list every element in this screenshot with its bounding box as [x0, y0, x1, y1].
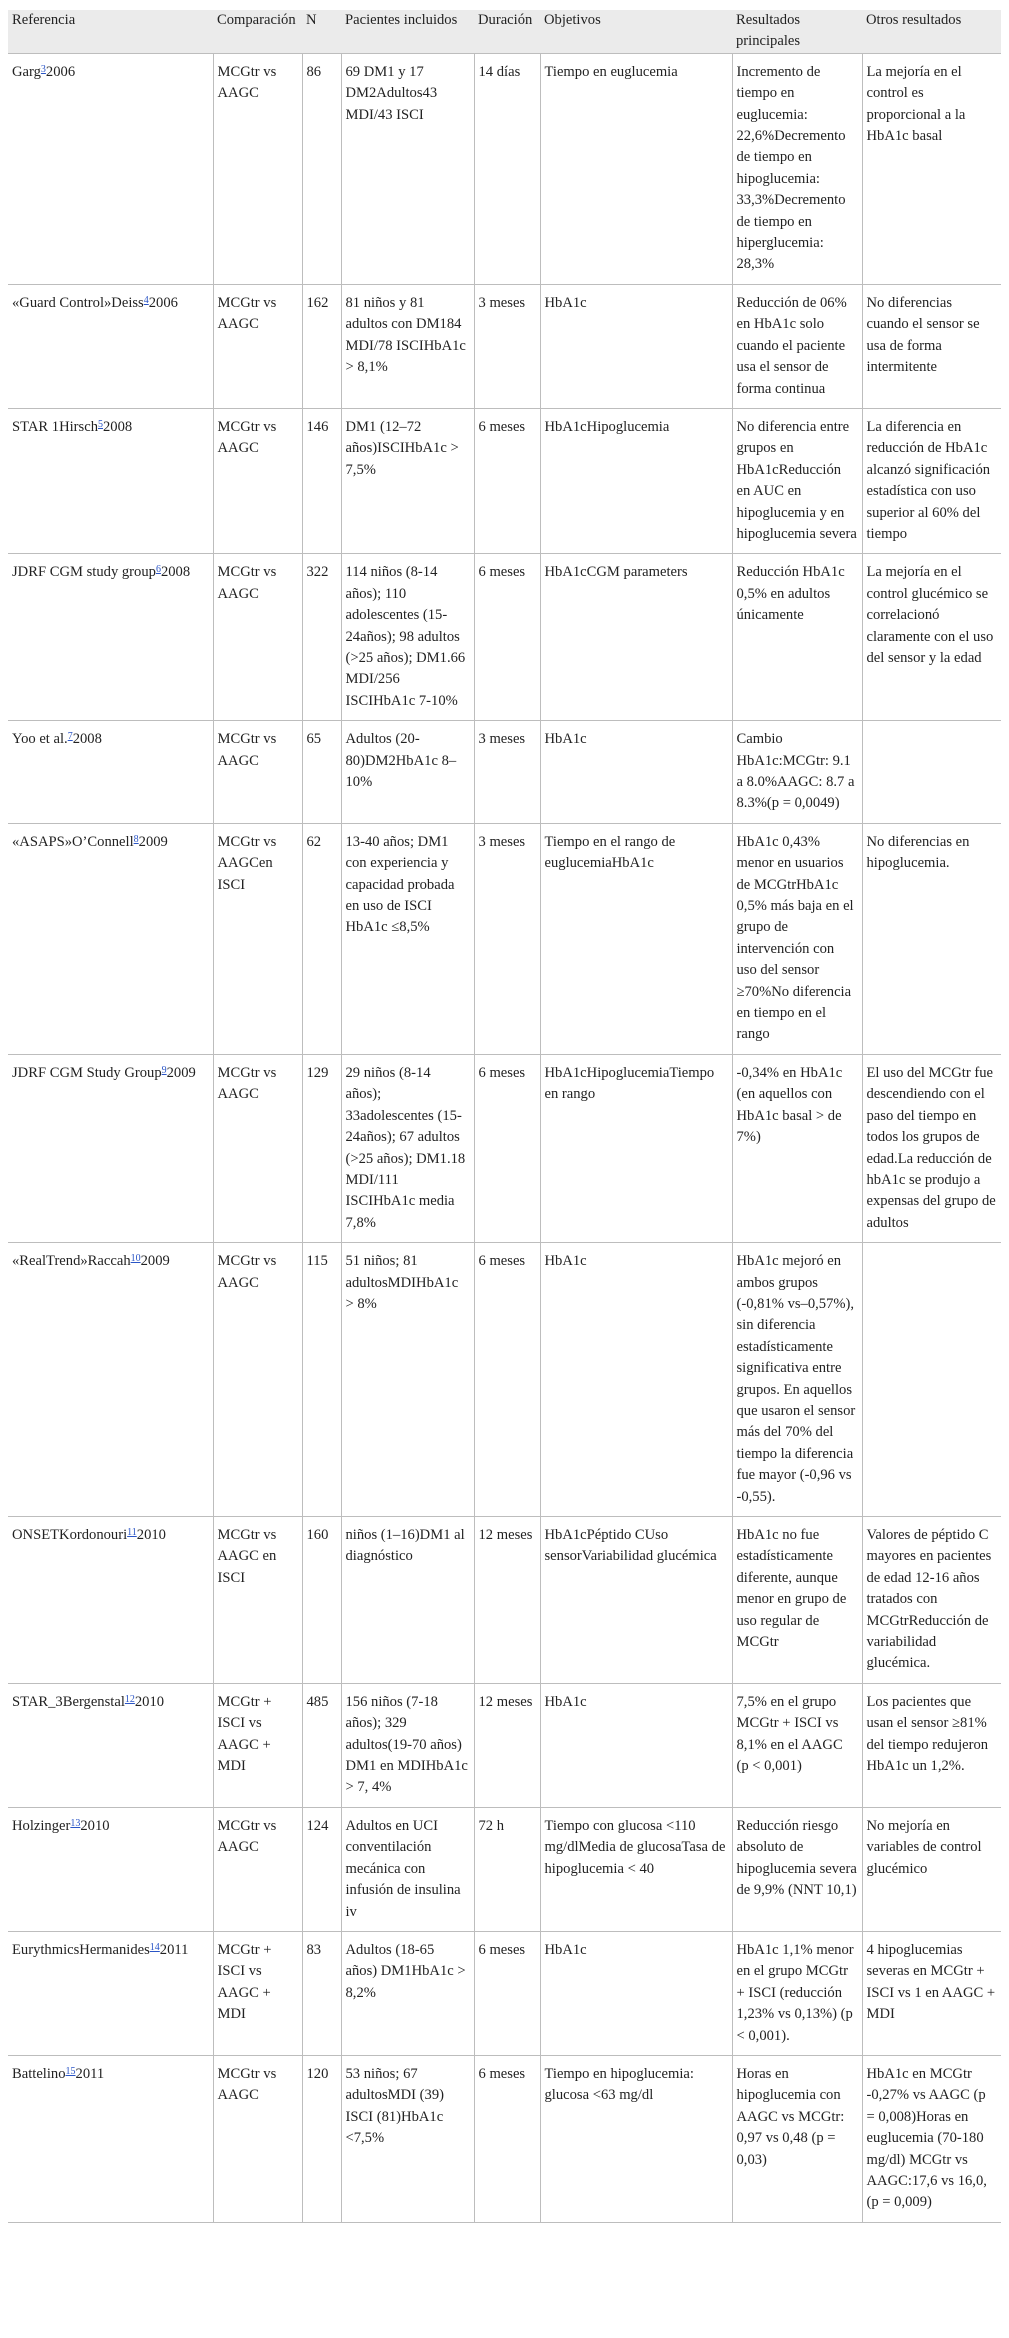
reference-name: «Guard Control»Deiss: [12, 294, 144, 311]
patients-cell: 69 DM1 y 17 DM2Adultos43 MDI/43 ISCI: [341, 53, 474, 284]
citation-link[interactable]: 14: [149, 1941, 160, 1953]
reference-cell: [8, 53, 213, 284]
reference-year: 2010: [134, 1693, 165, 1710]
duration-cell: 12 meses: [474, 1517, 540, 1684]
header-cell: Duración: [474, 10, 540, 53]
table-row: [8, 1931, 1001, 2055]
reference-year: 2011: [159, 1941, 189, 1958]
reference-year: 2008: [103, 418, 133, 435]
objectives-cell: HbA1cHipoglucemiaTiempo en rango: [540, 1054, 732, 1242]
reference-name: STAR_3Bergenstal: [12, 1693, 125, 1710]
main-results-cell: Reducción HbA1c 0,5% en adultos únicamente: [732, 554, 862, 721]
n-cell: 322: [302, 554, 341, 721]
objectives-cell: HbA1cCGM parameters: [540, 554, 732, 721]
comparison-cell: MCGtr vs AAGCen ISCI: [213, 823, 302, 1054]
header-row: [8, 10, 1001, 53]
comparison-cell: MCGtr vs AAGC: [213, 721, 302, 824]
table-row: [8, 823, 1001, 1054]
comparison-cell: MCGtr vs AAGC: [213, 284, 302, 408]
reference-year: 2009: [166, 1064, 196, 1081]
table-row: [8, 1683, 1001, 1807]
duration-cell: 14 días: [474, 53, 540, 284]
comparison-cell: MCGtr vs AAGC en ISCI: [213, 1517, 302, 1684]
reference-year: 2008: [72, 731, 102, 748]
other-results-cell: No mejoría en variables de control glucémico: [862, 1807, 1001, 1931]
duration-cell: 3 meses: [474, 721, 540, 824]
table-row: [8, 1054, 1001, 1242]
citation-link[interactable]: 6: [155, 564, 161, 576]
citation-link[interactable]: 13: [70, 1817, 81, 1829]
patients-cell: 51 niños; 81 adultosMDIHbA1c > 8%: [341, 1243, 474, 1517]
reference-name: Yoo et al.: [12, 731, 68, 748]
reference-cell: [8, 823, 213, 1054]
other-results-cell: Valores de péptido C mayores en pacientes de edad 12-16 años tratados con MCGtrReducción de variabilidad glucémica.: [862, 1517, 1001, 1684]
n-cell: 146: [302, 408, 341, 553]
duration-cell: 72 h: [474, 1807, 540, 1931]
other-results-cell: [862, 721, 1001, 824]
citation-link[interactable]: 8: [133, 833, 139, 845]
duration-cell: 3 meses: [474, 823, 540, 1054]
main-results-cell: Cambio HbA1c:MCGtr: 9.1 a 8.0%AAGC: 8.7 a 8.3%(p = 0,0049): [732, 721, 862, 824]
citation-link[interactable]: 10: [130, 1253, 141, 1265]
header-cell: Referencia: [8, 10, 213, 53]
comparison-cell: MCGtr + ISCI vs AAGC + MDI: [213, 1931, 302, 2055]
other-results-cell: No diferencias cuando el sensor se usa de forma intermitente: [862, 284, 1001, 408]
main-results-cell: No diferencia entre grupos en HbA1cReducción en AUC en hipoglucemia y en hipoglucemia severa: [732, 408, 862, 553]
citation-link[interactable]: 9: [161, 1064, 167, 1076]
main-results-cell: Reducción riesgo absoluto de hipoglucemia severa de 9,9% (NNT 10,1): [732, 1807, 862, 1931]
comparison-cell: MCGtr vs AAGC: [213, 1243, 302, 1517]
main-results-cell: Horas en hipoglucemia con AAGC vs MCGtr: 0,97 vs 0,48 (p = 0,03): [732, 2055, 862, 2222]
reference-name: Battelino: [12, 2065, 66, 2082]
duration-cell: 6 meses: [474, 408, 540, 553]
table-row: [8, 1243, 1001, 1517]
patients-cell: Adultos (18-65 años) DM1HbA1c > 8,2%: [341, 1931, 474, 2055]
table-row: [8, 1807, 1001, 1931]
table-row: [8, 284, 1001, 408]
patients-cell: 81 niños y 81 adultos con DM184 MDI/78 ISCIHbA1c > 8,1%: [341, 284, 474, 408]
reference-year: 2006: [45, 63, 76, 80]
other-results-cell: El uso del MCGtr fue descendiendo con el paso del tiempo en todos los grupos de edad.La reducción de hbA1c se produjo a expensas del grupo de adultos: [862, 1054, 1001, 1242]
reference-name: STAR 1Hirsch: [12, 418, 98, 435]
reference-year: 2011: [75, 2065, 105, 2082]
reference-cell: [8, 1931, 213, 2055]
reference-cell: [8, 1807, 213, 1931]
n-cell: 124: [302, 1807, 341, 1931]
main-results-cell: HbA1c mejoró en ambos grupos (-0,81% vs–0,57%), sin diferencia estadísticamente significativa entre grupos. En aquellos que usaron el sensor más del 70% del tiempo la diferencia fue mayor (-0,96 vs -0,55).: [732, 1243, 862, 1517]
patients-cell: niños (1–16)DM1 al diagnóstico: [341, 1517, 474, 1684]
header-cell: N: [302, 10, 341, 53]
header-cell: Objetivos: [540, 10, 732, 53]
patients-cell: 156 niños (7-18 años); 329 adultos(19-70 años) DM1 en MDIHbA1c > 7, 4%: [341, 1683, 474, 1807]
citation-link[interactable]: 5: [98, 418, 103, 430]
other-results-cell: Los pacientes que usan el sensor ≥81% del tiempo redujeron HbA1c un 1,2%.: [862, 1683, 1001, 1807]
citation-link[interactable]: 7: [67, 731, 73, 743]
n-cell: 86: [302, 53, 341, 284]
objectives-cell: HbA1c: [540, 1931, 732, 2055]
main-results-cell: HbA1c 0,43% menor en usuarios de MCGtrHbA1c 0,5% más baja en el grupo de intervención con uso del sensor ≥70%No diferencia en tiempo en el rango: [732, 823, 862, 1054]
comparison-cell: MCGtr vs AAGC: [213, 53, 302, 284]
table-row: [8, 2055, 1001, 2222]
reference-year: 2009: [140, 1253, 170, 1270]
header-cell: Resultados principales: [732, 10, 862, 53]
objectives-cell: HbA1c: [540, 284, 732, 408]
n-cell: 485: [302, 1683, 341, 1807]
other-results-cell: La mejoría en el control glucémico se correlacionó claramente con el uso del sensor y la edad: [862, 554, 1001, 721]
reference-name: «ASAPS»O’Connell: [12, 833, 134, 850]
table-row: [8, 554, 1001, 721]
comparison-cell: MCGtr vs AAGC: [213, 1054, 302, 1242]
objectives-cell: Tiempo en hipoglucemia: glucosa <63 mg/dl: [540, 2055, 732, 2222]
n-cell: 120: [302, 2055, 341, 2222]
header-cell: Pacientes incluidos: [341, 10, 474, 53]
n-cell: 115: [302, 1243, 341, 1517]
other-results-cell: La mejoría en el control es proporcional a la HbA1c basal: [862, 53, 1001, 284]
header-cell: Otros resultados: [862, 10, 1001, 53]
patients-cell: 114 niños (8-14 años); 110 adolescentes (15-24años); 98 adultos (>25 años); DM1.66 MDI/256 ISCIHbA1c 7-10%: [341, 554, 474, 721]
n-cell: 162: [302, 284, 341, 408]
other-results-cell: [862, 1243, 1001, 1517]
objectives-cell: HbA1c: [540, 1243, 732, 1517]
main-results-cell: -0,34% en HbA1c (en aquellos con HbA1c basal > de 7%): [732, 1054, 862, 1242]
reference-cell: [8, 284, 213, 408]
reference-year: 2006: [148, 294, 178, 311]
reference-cell: [8, 1243, 213, 1517]
citation-link[interactable]: 3: [40, 63, 46, 75]
duration-cell: 6 meses: [474, 2055, 540, 2222]
reference-name: Garg: [12, 63, 41, 80]
header-cell: Comparación: [213, 10, 302, 53]
n-cell: 160: [302, 1517, 341, 1684]
comparison-cell: MCGtr vs AAGC: [213, 1807, 302, 1931]
reference-cell: [8, 1054, 213, 1242]
comparison-cell: MCGtr vs AAGC: [213, 2055, 302, 2222]
duration-cell: 6 meses: [474, 1054, 540, 1242]
patients-cell: Adultos en UCI conventilación mecánica con infusión de insulina iv: [341, 1807, 474, 1931]
reference-name: ONSETKordonouri: [12, 1527, 128, 1543]
objectives-cell: HbA1cHipoglucemia: [540, 408, 732, 553]
duration-cell: 6 meses: [474, 1931, 540, 2055]
comparison-cell: MCGtr vs AAGC: [213, 408, 302, 553]
objectives-cell: Tiempo en el rango de euglucemiaHbA1c: [540, 823, 732, 1054]
reference-year: 2008: [160, 564, 191, 581]
main-results-cell: Reducción de 06% en HbA1c solo cuando el paciente usa el sensor de forma continua: [732, 284, 862, 408]
reference-cell: [8, 554, 213, 721]
reference-name: EurythmicsHermanides: [12, 1941, 150, 1958]
patients-cell: 13-40 años; DM1 con experiencia y capacidad probada en uso de ISCI HbA1c ≤8,5%: [341, 823, 474, 1054]
table-row: [8, 1517, 1001, 1684]
citation-link[interactable]: 15: [65, 2065, 76, 2077]
objectives-cell: HbA1c: [540, 1683, 732, 1807]
reference-cell: [8, 1683, 213, 1807]
reference-name: «RealTrend»Raccah: [12, 1253, 131, 1270]
objectives-cell: Tiempo con glucosa <110 mg/dlMedia de glucosaTasa de hipoglucemia < 40: [540, 1807, 732, 1931]
n-cell: 65: [302, 721, 341, 824]
citation-link[interactable]: 4: [143, 294, 149, 306]
reference-year: 2009: [138, 833, 168, 850]
main-results-cell: 7,5% en el grupo MCGtr + ISCI vs 8,1% en el AAGC (p < 0,001): [732, 1683, 862, 1807]
objectives-cell: HbA1cPéptido CUso sensorVariabilidad glucémica: [540, 1517, 732, 1684]
main-results-cell: HbA1c no fue estadísticamente diferente, aunque menor en grupo de uso regular de MCGtr: [732, 1517, 862, 1684]
n-cell: 83: [302, 1931, 341, 2055]
table-row: [8, 408, 1001, 553]
main-results-cell: HbA1c 1,1% menor en el grupo MCGtr + ISCI (reducción 1,23% vs 0,13%) (p < 0,001).: [732, 1931, 862, 2055]
reference-cell: [8, 1517, 213, 1684]
reference-name: JDRF CGM Study Group: [12, 1064, 162, 1081]
objectives-cell: HbA1c: [540, 721, 732, 824]
duration-cell: 12 meses: [474, 1683, 540, 1807]
table-row: [8, 53, 1001, 284]
other-results-cell: HbA1c en MCGtr -0,27% vs AAGC (p = 0,008)Horas en euglucemia (70-180 mg/dl) MCGtr vs AAGC:17,6 vs 16,0, (p = 0,009): [862, 2055, 1001, 2222]
reference-cell: [8, 408, 213, 553]
objectives-cell: Tiempo en euglucemia: [540, 53, 732, 284]
reference-year: 2010: [80, 1817, 110, 1834]
main-results-cell: Incremento de tiempo en euglucemia: 22,6%Decremento de tiempo en hipoglucemia: 33,3%Decremento de tiempo en hiperglucemia: 28,3%: [732, 53, 862, 284]
n-cell: 62: [302, 823, 341, 1054]
reference-cell: [8, 721, 213, 824]
other-results-cell: No diferencias en hipoglucemia.: [862, 823, 1001, 1054]
duration-cell: 6 meses: [474, 1243, 540, 1517]
other-results-cell: 4 hipoglucemias severas en MCGtr + ISCI vs 1 en AAGC + MDI: [862, 1931, 1001, 2055]
reference-name: JDRF CGM study group: [12, 564, 156, 581]
patients-cell: Adultos (20-80)DM2HbA1c 8–10%: [341, 721, 474, 824]
patients-cell: 53 niños; 67 adultosMDI (39) ISCI (81)HbA1c <7,5%: [341, 2055, 474, 2222]
reference-name: Holzinger: [12, 1817, 71, 1834]
duration-cell: 6 meses: [474, 554, 540, 721]
patients-cell: DM1 (12–72 años)ISCIHbA1c > 7,5%: [341, 408, 474, 553]
reference-cell: [8, 2055, 213, 2222]
citation-link[interactable]: 11: [127, 1527, 137, 1538]
other-results-cell: La diferencia en reducción de HbA1c alcanzó significación estadística con uso superior al 60% del tiempo: [862, 408, 1001, 553]
comparison-cell: MCGtr + ISCI vs AAGC + MDI: [213, 1683, 302, 1807]
studies-table: [8, 10, 1001, 2223]
comparison-cell: MCGtr vs AAGC: [213, 554, 302, 721]
patients-cell: 29 niños (8-14 años); 33adolescentes (15-24años); 67 adultos (>25 años); DM1.18 MDI/111 ISCIHbA1c media 7,8%: [341, 1054, 474, 1242]
duration-cell: 3 meses: [474, 284, 540, 408]
reference-year: 2010: [136, 1527, 166, 1543]
citation-link[interactable]: 12: [124, 1693, 135, 1705]
table-row: [8, 721, 1001, 824]
n-cell: 129: [302, 1054, 341, 1242]
